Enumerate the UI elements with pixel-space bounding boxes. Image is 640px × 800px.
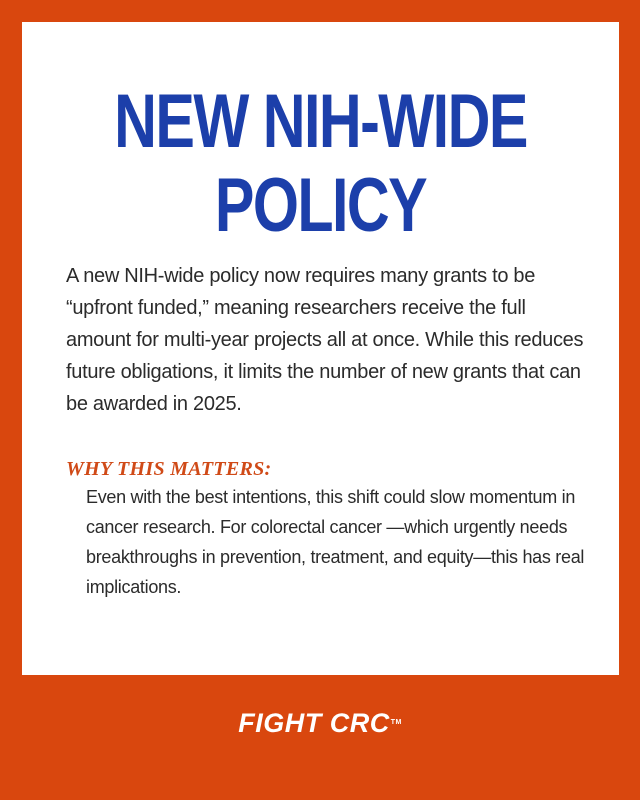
- logo-text: FIGHT CRC: [238, 708, 390, 738]
- fight-crc-logo: [0, 706, 640, 740]
- content-card: [22, 22, 619, 675]
- logo-trademark: TM: [390, 719, 402, 726]
- why-this-matters-text: Even with the best intentions, this shift could slow momentum in cancer research. For colorectal cancer —which urgently needs breakthroughs in prevention, treatment, and equity—this has real implications.: [86, 487, 585, 597]
- why-this-matters-label: WHY THIS MATTERS:: [66, 458, 272, 480]
- headline: NEW NIH-WIDE POLICY: [114, 79, 527, 248]
- body-paragraph: A new NIH-wide policy now requires many grants to be “upfront funded,” meaning researchers receive the full amount for multi-year projects all at once. While this reduces future obligations, it limits the number of new grants that can be awarded in 2025.: [66, 265, 584, 415]
